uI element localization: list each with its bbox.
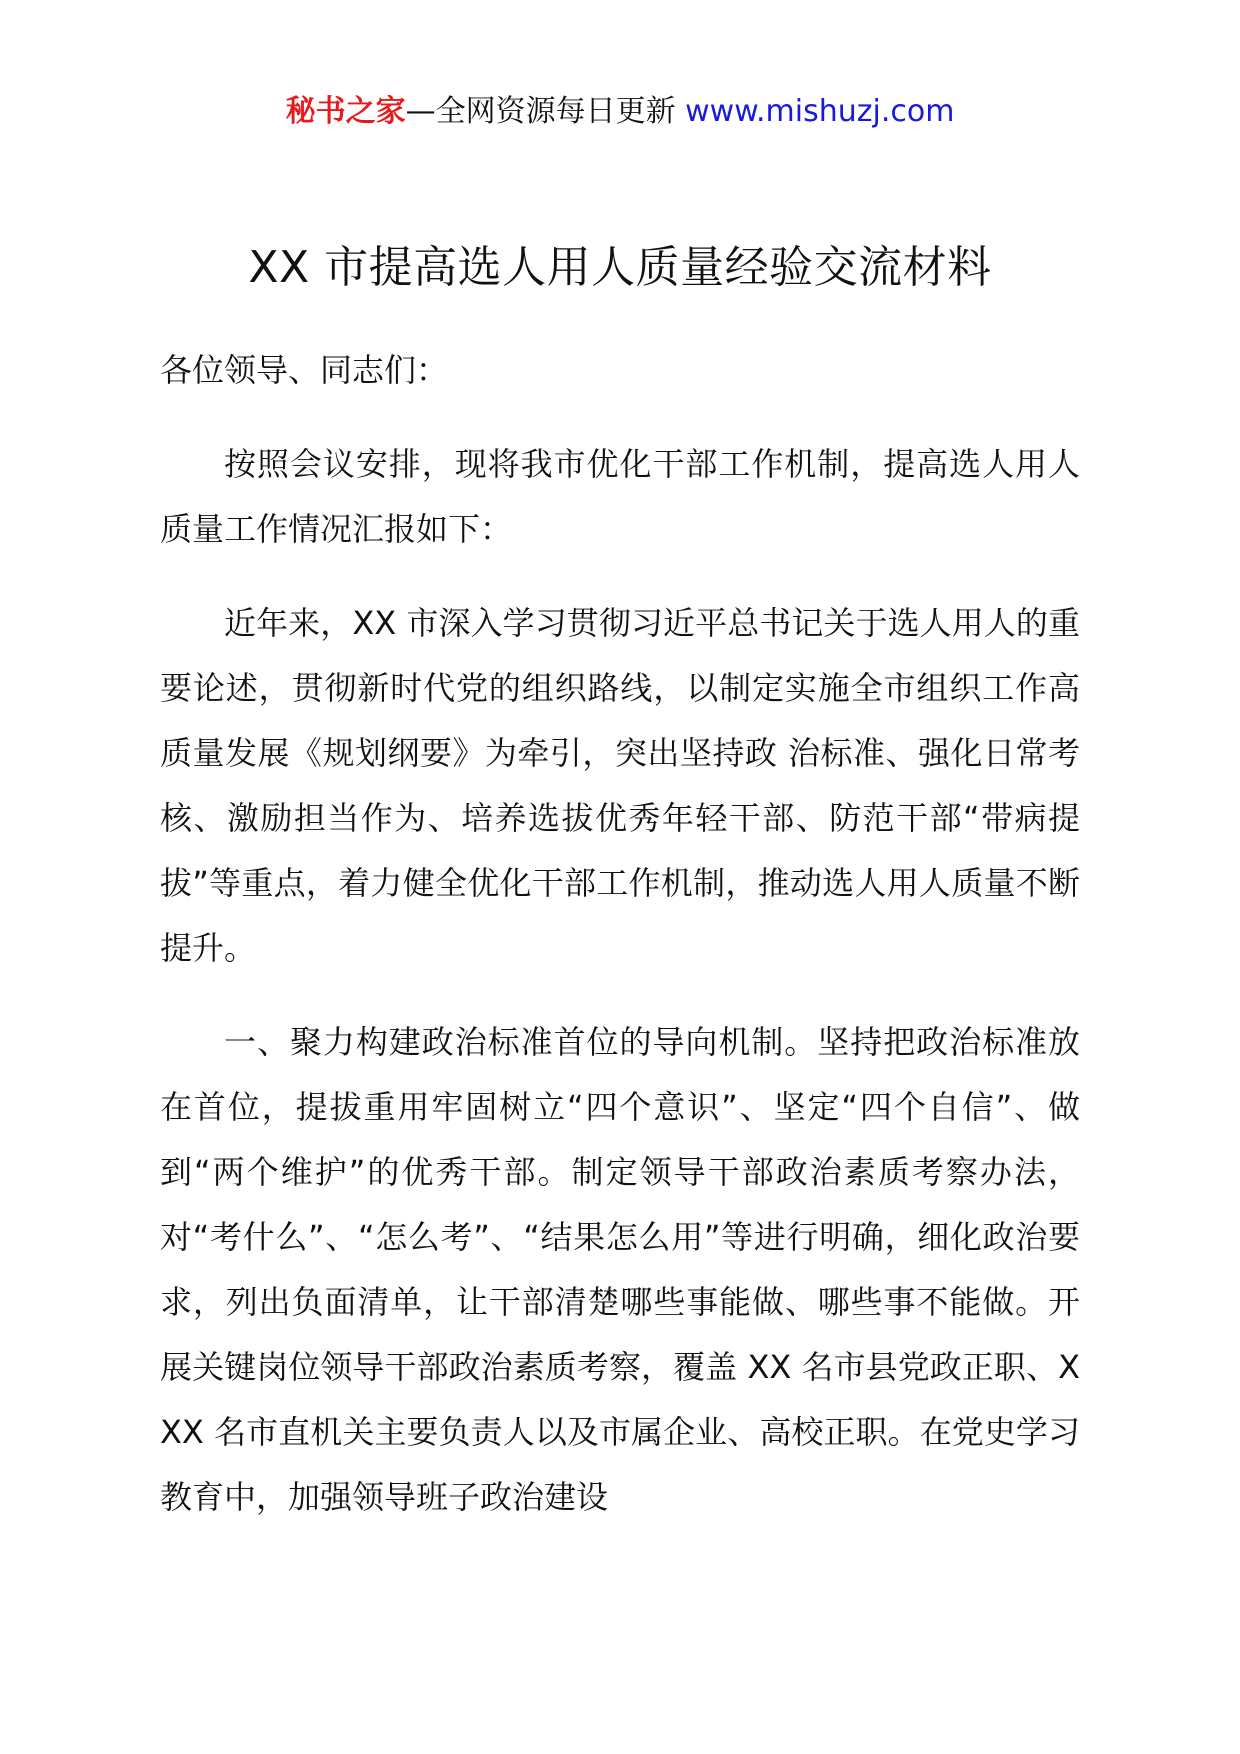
paragraph-section-one: 一、聚力构建政治标准首位的导向机制。坚持把政治标准放在首位，提拔重用牢固树立“四个意识”、坚定“四个自信”、做到“两个维护”的优秀干部。制定领导干部政治素质考察办法，对“考什么”、“怎么考”、“结果怎么用”等进行明确，细化政治要求，列出负面清单，让干部清楚哪些事能做、哪些事不能做。开展关键岗位领导干部政治素质考察，覆盖 XX 名市县党政正职、XXX 名市直机关主要负责人以及市属企业、高校正职。在党史学习教育中，加强领导班子政治建设	[160, 1023, 1080, 1516]
document-body	[160, 338, 1080, 1530]
website-link[interactable]: www.mishuzj.com	[685, 94, 955, 129]
document-title: XX 市提高选人用人质量经验交流材料	[248, 242, 992, 293]
paragraph-overview: 近年来，XX 市深入学习贯彻习近平总书记关于选人用人的重要论述，贯彻新时代党的组织路线，以制定实施全市组织工作高质量发展《规划纲要》为牵引，突出坚持政 治标准、强化日常考核、激励担当作为、培养选拔优秀年轻干部、防范干部“带病提拔”等重点，着力健全优化干部工作机制，推动选人用人质量不断提升。	[160, 604, 1080, 967]
brand-name: 秘书之家	[285, 94, 406, 129]
greeting: 各位领导、同志们：	[160, 351, 449, 389]
watermark-header	[0, 92, 1240, 132]
paragraph-intro: 按照会议安排，现将我市优化干部工作机制，提高选人用人质量工作情况汇报如下：	[160, 445, 1080, 548]
header-tagline: —全网资源每日更新	[405, 94, 686, 129]
